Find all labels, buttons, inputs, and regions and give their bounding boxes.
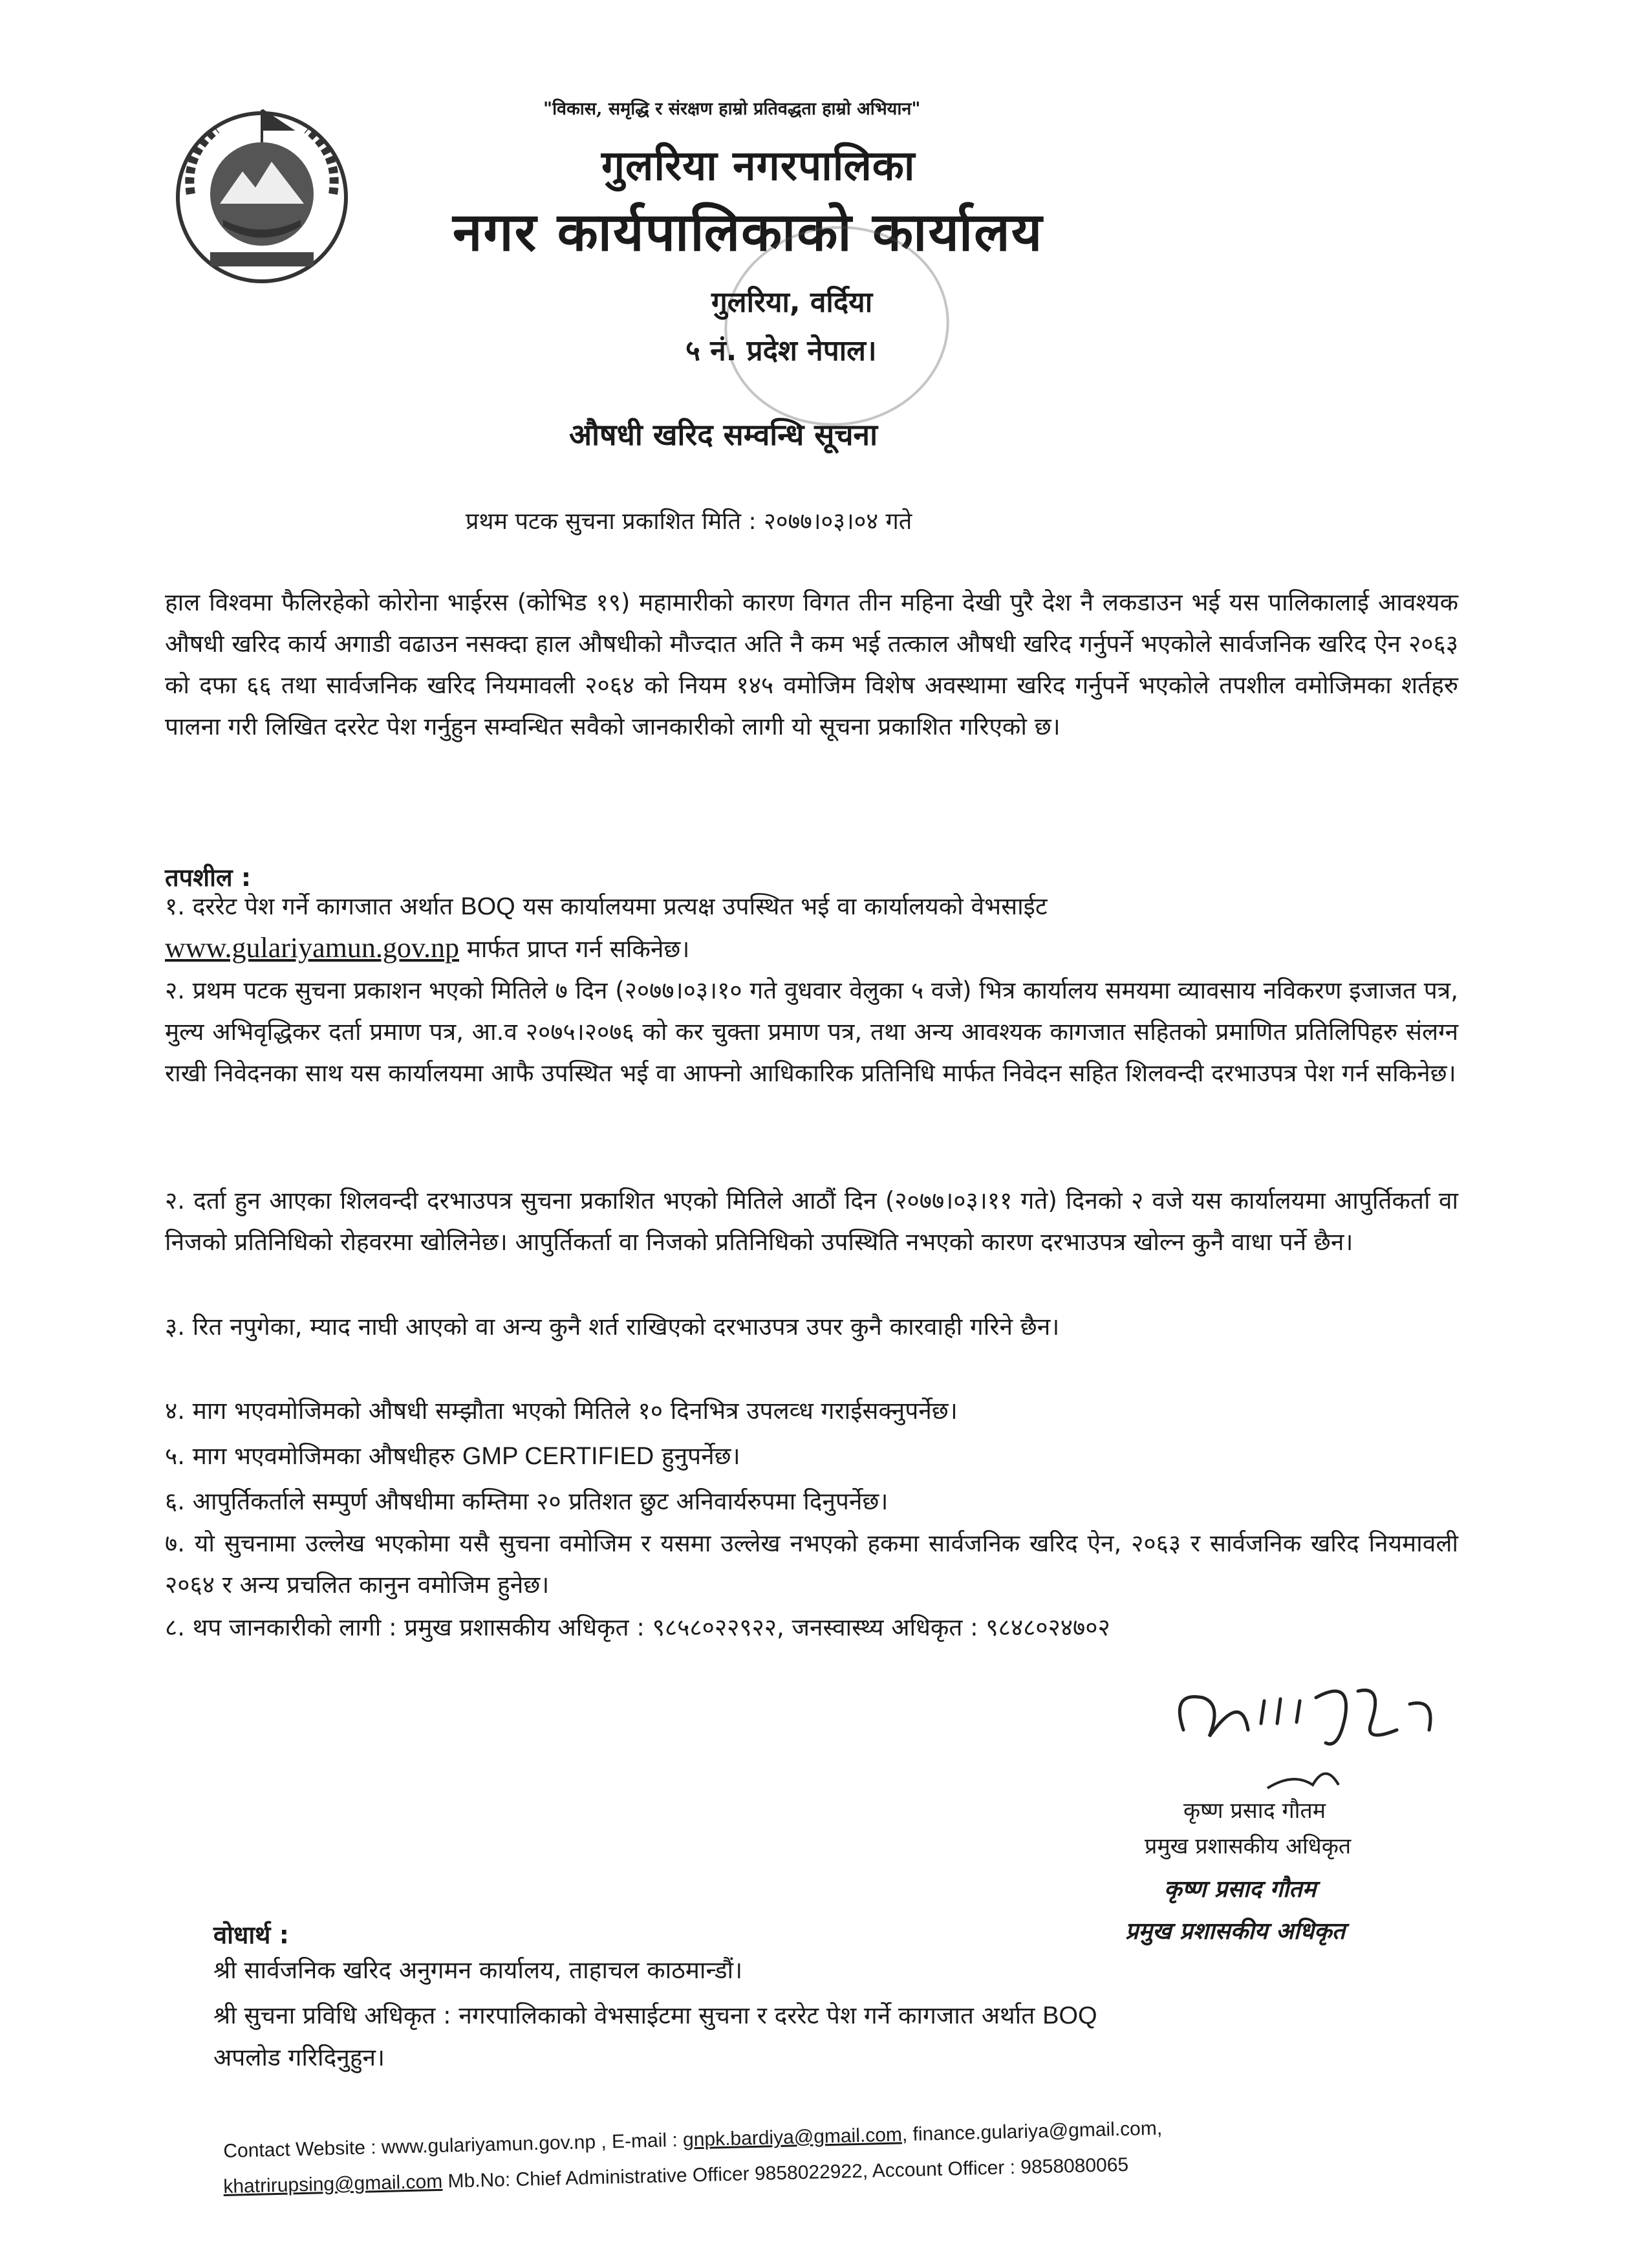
cc-line-3: अपलोड गरिदिनुहुन। <box>213 2044 385 2071</box>
term-item-7: ६. आपुर्तिकर्ताले सम्पुर्ण औषधीमा कम्तिमा २० प्रतिशत छुट अनिवार्यरुपमा दिनुपर्नेछ। <box>165 1487 889 1515</box>
term-6-suffix: हुनुपर्नेछ। <box>661 1442 740 1470</box>
website-link[interactable]: www.gulariyamun.gov.np <box>165 932 459 964</box>
address-province: ५ नं. प्रदेश नेपाल। <box>685 334 877 367</box>
stamp-signer-title: प्रमुख प्रशासकीय अधिकृत <box>1125 1918 1346 1945</box>
slogan: "विकास, समृद्धि र संरक्षण हाम्रो प्रतिवद्धता हाम्रो अभियान" <box>543 99 921 119</box>
municipality-name: गुलरिया नगरपालिका <box>601 142 916 190</box>
cc-heading: वोधार्थ : <box>213 1921 289 1949</box>
term-1-middle: यस कार्यालयमा प्रत्यक्ष उपस्थित भई वा कार्यालयको वेभसाईट <box>523 892 1048 920</box>
term-item-4: ३. रित नपुगेका, म्याद नाघी आएको वा अन्य कुनै शर्त राखिएको दरभाउपत्र उपर कुनै कारवाही गरिने छैन। <box>165 1313 1060 1341</box>
signer-title: प्रमुख प्रशासकीय अधिकृत <box>1145 1833 1352 1859</box>
cc-line-1: श्री सार्वजनिक खरिद अनुगमन कार्यालय, ताहाचल काठमान्डौं। <box>213 1956 743 1984</box>
boq-label: BOQ <box>460 893 515 920</box>
government-emblem-icon <box>165 97 359 291</box>
cc-boq-label: BOQ <box>1042 2002 1097 2029</box>
footer-website: Contact Website : www.gulariyamun.gov.np , E-mail : <box>223 2129 678 2162</box>
term-6-prefix: ५. माग भएवमोजिमका औषधीहरु <box>165 1442 455 1470</box>
cc-line-2 <box>213 1995 1455 2036</box>
term-item-3: २. दर्ता हुन आएका शिलवन्दी दरभाउपत्र सुचना प्रकाशित भएको मितिले आठौं दिन (२०७७।०३।११ गते) दिनको २ वजे यस कार्यालयमा आपुर्तिकर्ता वा निजको प्रतिनिधिको रोहवरमा खोलिनेछ। आपुर्तिकर्ता वा निजको प्रतिनिधिको उपस्थिति नभएको कारण दरभाउपत्र खोल्न कुनै वाधा पर्ने छैन। <box>165 1187 1458 1256</box>
term-item-9: ८. थप जानकारीको लागी : प्रमुख प्रशासकीय अधिकृत : ९८५८०२२९२२, जनस्वास्थ्य अधिकृत : ९८४८०२४७०२ <box>165 1614 1110 1641</box>
term-1-suffix: मार्फत प्राप्त गर्न सकिनेछ। <box>466 935 690 963</box>
footer-mobile-numbers: Mb.No: Chief Administrative Officer 9858022922, Account Officer : 9858080065 <box>447 2154 1129 2192</box>
gmp-certified-label: GMP CERTIFIED <box>462 1443 654 1470</box>
details-heading: तपशील : <box>165 863 252 892</box>
term-item-6 <box>165 1436 1458 1477</box>
term-item-2: २. प्रथम पटक सुचना प्रकाशन भएको मितिले ७ दिन (२०७७।०३।१० गते वुधवार वेलुका ५ वजे) भित्र कार्यालय समयमा व्यावसाय नविकरण इजाजत पत्र, मुल्य अभिवृद्धिकर दर्ता प्रमाण पत्र, आ.व २०७५।२०७६ को कर चुक्ता प्रमाण पत्र, तथा अन्य आवश्यक कागजात सहितको प्रमाणित प्रतिलिपिहरु संलग्न राखी निवेदनका साथ यस कार्यालयमा आफै उपस्थित भई वा आफ्नो आधिकारिक प्रतिनिधि मार्फत निवेदन सहित शिलवन्दी दरभाउपत्र पेश गर्न सकिनेछ। <box>165 977 1458 1087</box>
footer-email-2[interactable]: finance.gulariya@gmail.com, <box>912 2117 1163 2145</box>
term-item-5: ४. माग भएवमोजिमको औषधी सम्झौता भएको मितिले १० दिनभित्र उपलव्ध गराईसक्नुपर्नेछ। <box>165 1397 958 1425</box>
term-item-8: ७. यो सुचनामा उल्लेख भएकोमा यसै सुचना वमोजिम र यसमा उल्लेख नभएको हकमा सार्वजनिक खरिद ऐन, २०६३ र सार्वजनिक खरिद नियमावली २०६४ र अन्य प्रचलित कानुन वमोजिम हुनेछ। <box>165 1529 1458 1599</box>
term-item-1 <box>165 886 1458 970</box>
office-name: नगर कार्यपालिकाको कार्यालय <box>453 202 1044 263</box>
footer-email-3[interactable]: khatrirupsing@gmail.com <box>223 2170 443 2198</box>
publication-date: प्रथम पटक सुचना प्रकाशित मिति : २०७७।०३।०४ गते <box>466 508 912 535</box>
intro-paragraph: हाल विश्वमा फैलिरहेको कोरोना भाईरस (कोभिड १९) महामारीको कारण विगत तीन महिना देखी पुरै देश नै लकडाउन भई यस पालिकालाई आवश्यक औषधी खरिद कार्य अगाडी वढाउन नसक्दा हाल औषधीको मौज्दात अति नै कम भई तत्काल औषधी खरिद गर्नुपर्ने भएकोले सार्वजनिक खरिद ऐन २०६३ को दफा ६६ तथा सार्वजनिक खरिद नियमावली २०६४ को नियम १४५ वमोजिम विशेष अवस्थामा खरिद गर्नुपर्ने भएकोले तपशील वमोजिमका शर्तहरु पालना गरी लिखित दररेट पेश गर्नुहुन सम्वन्धित सवैको जानकारीको लागी यो सूचना प्रकाशित गरिएको छ। <box>165 589 1458 740</box>
notice-subject: औषधी खरिद सम्वन्धि सूचना <box>569 417 878 452</box>
stamp-signer-name: कृष्ण प्रसाद गौतम <box>1164 1876 1317 1903</box>
address-district: गुलरिया, वर्दिया <box>711 286 873 319</box>
footer-email-1[interactable]: gnpk.bardiya@gmail.com, <box>682 2124 908 2151</box>
term-1-prefix: १. दररेट पेश गर्ने कागजात अर्थात <box>165 892 453 920</box>
signer-name: कृष्ण प्रसाद गौतम <box>1183 1798 1326 1824</box>
handwritten-signature <box>1164 1652 1474 1801</box>
cc-line-2-text: श्री सुचना प्रविधि अधिकृत : नगरपालिकाको वेभसाईटमा सुचना र दररेट पेश गर्ने कागजात अर्थात <box>213 2002 1035 2029</box>
